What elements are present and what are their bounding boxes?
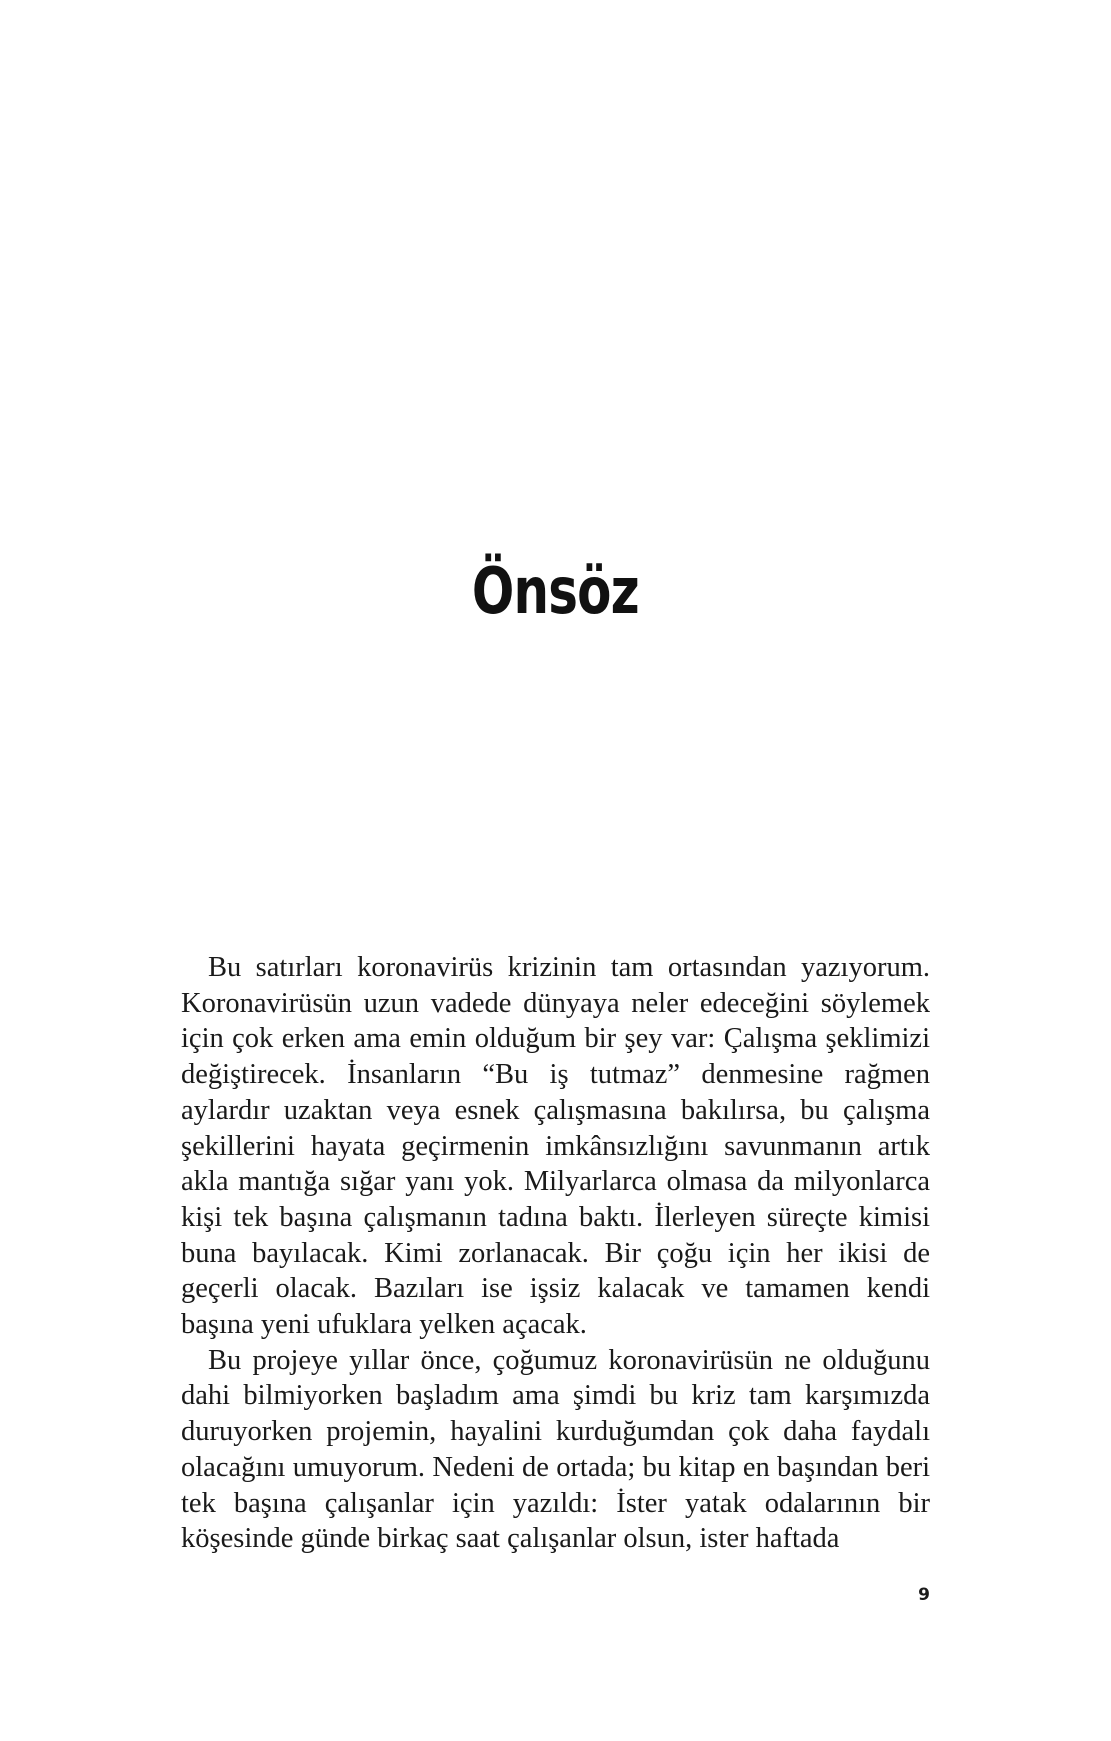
page-number: 9 xyxy=(918,1585,930,1605)
paragraph: Bu projeye yıllar önce, çoğumuz koronavirüsün ne olduğunu dahi bilmiyorken başladım ama şimdi bu kriz tam karşımızda duruyorken projemin, hayalini kurduğumdan çok daha faydalı olacağını umuyorum. Nedeni de ortada; bu kitap en başından beri tek başına çalışanlar için yazıldı: İster yatak odalarının bir köşesinde günde birkaç saat çalışanlar olsun, ister haftada xyxy=(181,1344,930,1555)
paragraph: Bu satırları koronavirüs krizinin tam ortasından yazıyorum. Koronavirüsün uzun vadede dünyaya neler edeceğini söylemek için çok erken ama emin olduğum bir şey var: Çalışma şeklimizi değiştirecek. İnsanların “Bu iş tutmaz” denmesine rağmen aylardır uzaktan veya esnek çalışmasına bakılırsa, bu çalışma şekillerini hayata geçirmenin imkânsızlığını savunmanın artık akla mantığa sığar yanı yok. Milyarlarca olmasa da milyonlarca kişi tek başına çalışmanın tadına baktı. İlerleyen süreçte kimisi buna bayılacak. Kimi zorlanacak. Bir çoğu için her ikisi de geçerli olacak. Bazıları ise işsiz kalacak ve tamamen kendi başına yeni ufuklara yelken açacak. xyxy=(181,952,930,1341)
chapter-title: Önsöz xyxy=(471,555,639,629)
body-text xyxy=(181,950,930,1557)
